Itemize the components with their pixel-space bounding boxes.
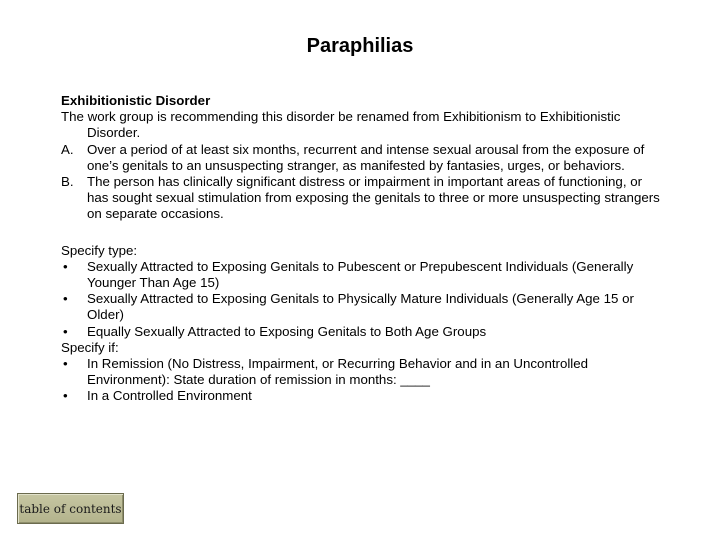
bullet-icon: • bbox=[63, 323, 68, 339]
criterion-b-marker: B. bbox=[61, 174, 74, 190]
specifier-item bbox=[61, 356, 661, 388]
table-of-contents-button[interactable]: table of contents bbox=[17, 493, 124, 524]
bullet-icon: • bbox=[63, 356, 68, 372]
disorder-heading: Exhibitionistic Disorder bbox=[61, 93, 211, 108]
bullet-icon: • bbox=[63, 388, 68, 404]
specifier-item bbox=[61, 388, 661, 404]
specify-if-label: Specify if: bbox=[61, 339, 119, 355]
type-item bbox=[61, 291, 661, 323]
spacer bbox=[61, 223, 661, 243]
type-item-text: Sexually Attracted to Exposing Genitals to Physically Mature Individuals (Generally Age 15 or Older) bbox=[87, 291, 634, 323]
criterion-a-marker: A. bbox=[61, 141, 74, 157]
criterion-a-text: Over a period of at least six months, recurrent and intense sexual arousal from the exposure of one’s genitals to an unsuspecting stranger, as manifested by fantasies, urges, or behaviors. bbox=[87, 141, 645, 173]
type-item-text: Equally Sexually Attracted to Exposing Genitals to Both Age Groups bbox=[87, 323, 487, 339]
criterion-b-text: The person has clinically significant distress or impairment in important areas of functioning, or has sought sexual stimulation from exposing the genitals to three or more unsuspecting strangers on separate occasions. bbox=[87, 174, 660, 222]
slide-body bbox=[61, 93, 661, 405]
type-item bbox=[61, 259, 661, 291]
type-item bbox=[61, 324, 661, 340]
specifier-item-text: In a Controlled Environment bbox=[87, 388, 252, 404]
specify-type-label: Specify type: bbox=[61, 242, 138, 258]
criterion-a bbox=[61, 142, 661, 174]
criterion-b bbox=[61, 174, 661, 223]
type-item-text: Sexually Attracted to Exposing Genitals to Pubescent or Prepubescent Individuals (Generally Younger Than Age 15) bbox=[87, 258, 634, 291]
bullet-icon: • bbox=[63, 291, 68, 307]
specifier-item-text: In Remission (No Distress, Impairment, or Recurring Behavior and in an Uncontrolled Environment): State duration of remission in months: ____ bbox=[87, 356, 589, 388]
bullet-icon: • bbox=[63, 258, 68, 274]
intro-paragraph: The work group is recommending this disorder be renamed from Exhibitionism to Exhibitionistic Disorder. bbox=[61, 109, 621, 141]
slide-title: Paraphilias bbox=[306, 35, 414, 57]
